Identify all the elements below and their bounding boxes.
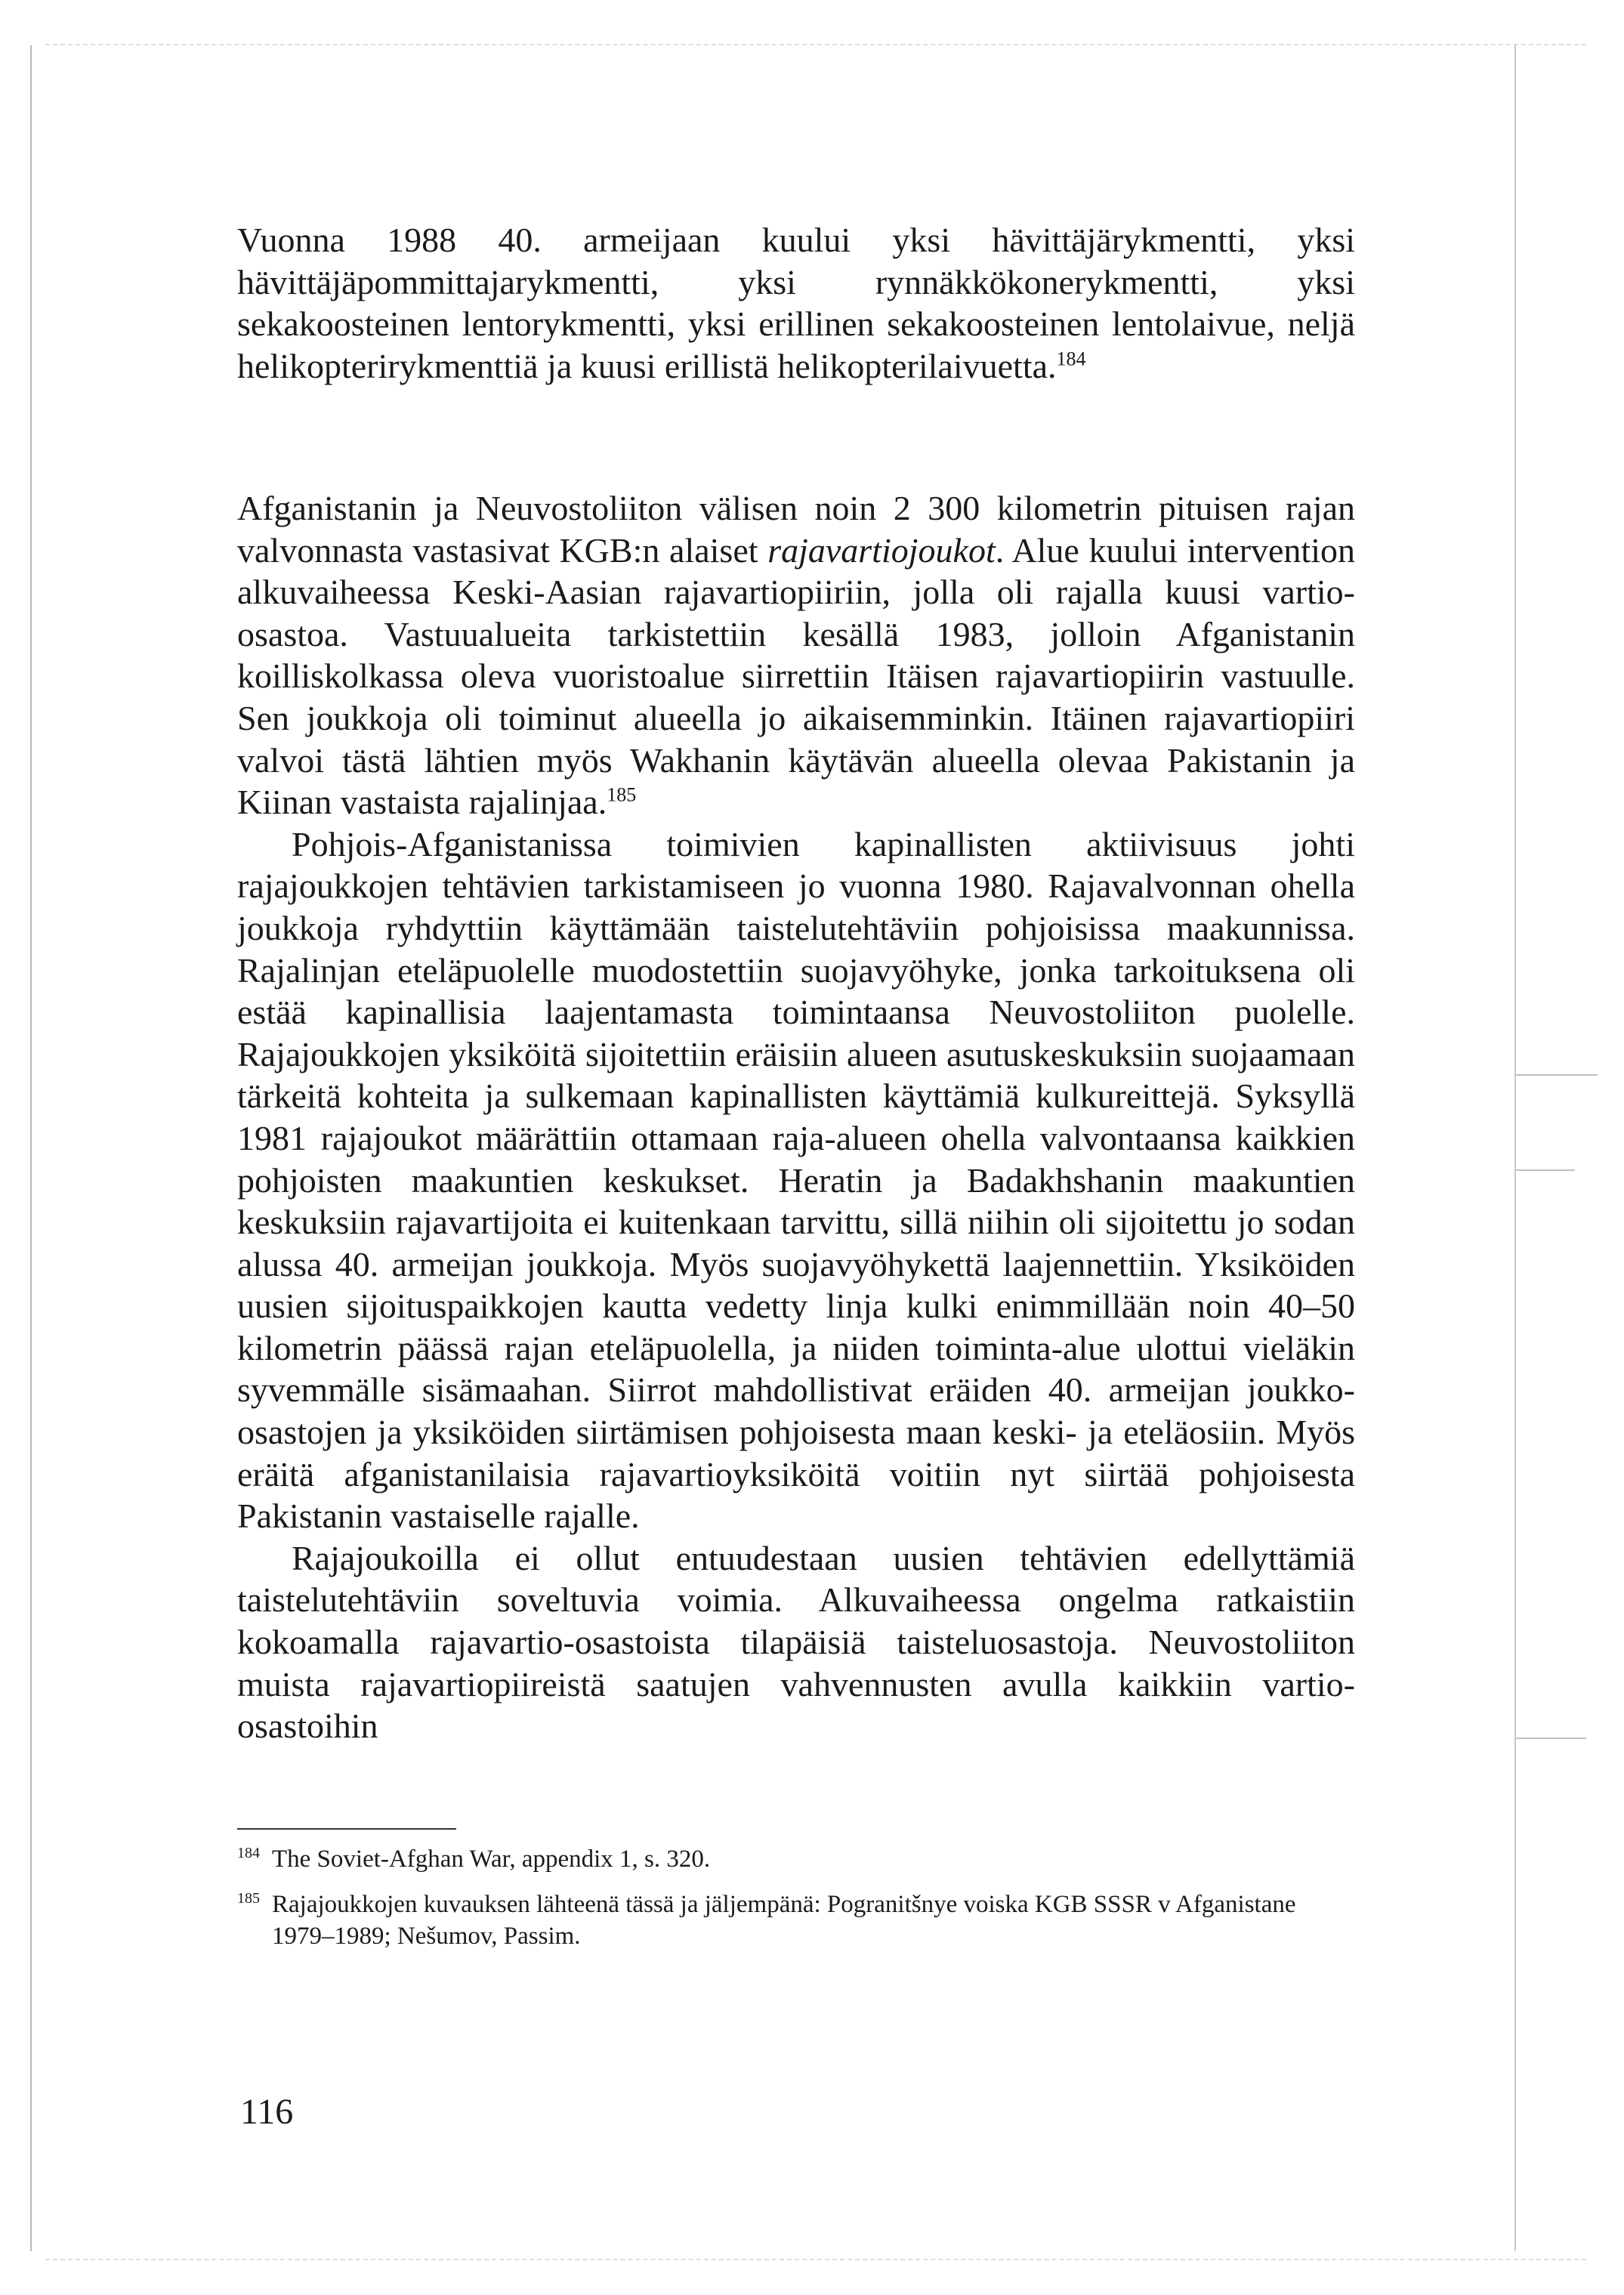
- scan-border-top: [45, 44, 1586, 45]
- paragraph-text: . Alue kuului intervention alkuvaiheessa Keski-Aasian rajavartiopiiriin, jolla oli rajalla kuusi vartio-osastoa. Vastuualueita tarkistettiin kesällä 1983, jolloin Afganistanin koilliskolkassa oleva vuoristoalue siirrettiin Itäisen rajavartiopiirin vastuulle. Sen joukkoja oli toiminut alueella jo aikaisemminkin. Itäinen rajavartiopiiri valvoi tästä lähtien myös Wakhanin käytävän alueella olevaa Pakistanin ja Kiinan vastaista rajalinjaa.: [237, 530, 1355, 822]
- footnote: $^{185}$ Rajajoukkojen kuvauksen lähteenä tässä ja jäljempänä: Pogranitšnye voiska KGB SSSR v Afganistane 1979–1989; Nešumov, Passim.: [237, 1890, 1296, 1950]
- body-section-2: [237, 487, 1355, 1747]
- paragraph-text: Afganistanin ja Neuvostoliiton välisen noin 2 300 kilometrin pituisen rajan valvonnasta vastasivat KGB:n alaiset: [237, 489, 1355, 570]
- scan-edge-right: [1514, 45, 1516, 2251]
- emphasized-term: rajavartiojoukot: [767, 530, 996, 570]
- scan-edge-left: [30, 45, 32, 2251]
- paragraph: [237, 487, 1355, 823]
- footnote-text: The Soviet-Afghan War, appendix 1, s. 320.: [272, 1846, 711, 1873]
- scan-artifact-mark: [1514, 1737, 1586, 1739]
- paragraph: Pohjois-Afganistanissa toimivien kapinallisten aktiivisuus johti rajajoukkojen tehtävien tarkistamiseen jo vuonna 1980. Rajavalvonnan ohella joukkoja ryhdyttiin käyttämään taistelutehtäviin pohjoisissa maakunnissa. Rajalinjan eteläpuolelle muodostettiin suojavyöhyke, jonka tarkoituksena oli estää kapinallisia laajentamasta toimintaansa Neuvostoliiton puolelle. Rajajoukkojen yksiköitä sijoitettiin eräisiin alueen asutuskeskuksiin suojaamaan tärkeitä kohteita ja sulkemaan kapinallisten käyttämiä kulkureittejä. Syksyllä 1981 rajajoukot määrättiin ottamaan raja-alueen ohella valvontaansa kaikkien pohjoisten maakuntien keskukset. Heratin ja Badakhshanin maakuntien keskuksiin rajavartijoita ei kuitenkaan tarvittu, sillä niihin oli sijoitettu jo sodan alussa 40. armeijan joukkoja. Myös suojavyöhykettä laajennettiin. Yksiköiden uusien sijoituspaikkojen kautta vedetty linja kulki enimmillään noin 40–50 kilometrin päässä rajan eteläpuolella, ja niiden toiminta-alue ulottui vieläkin syvemmälle sisämaahan. Siirrot mahdollistivat eräiden 40. armeijan joukko-osastojen ja yksiköiden siirtämisen pohjoisesta maan keski- ja eteläosiin. Myös eräitä afganistanilaisia rajavartioyksiköitä voitiin nyt siirtää pohjoisesta Pakistanin vastaiselle rajalle.: [237, 824, 1355, 1536]
- footnote-ref: 184: [1056, 347, 1086, 370]
- scan-artifact-mark: [1514, 1074, 1598, 1076]
- paragraph: Rajajoukoilla ei ollut entuudestaan uusien tehtävien edellyttämiä taistelutehtäviin soveltuvia voimia. Alkuvaiheessa ongelma ratkaistiin kokoamalla rajavartio-osastoista tilapäisiä taisteluosastoja. Neuvostoliiton muista rajavartiopiireistä saatujen vahvennusten avulla kaikkiin vartio-osastoihin: [237, 1538, 1355, 1746]
- footnote-ref: 185: [607, 783, 637, 806]
- footnote-text: Rajajoukkojen kuvauksen lähteenä tässä ja jäljempänä: Pogranitšnye voiska KGB SSSR v Afganistane 1979–1989; Nešumov, Passim.: [272, 1891, 1296, 1950]
- body-paragraph-1: [237, 219, 1355, 387]
- paragraph: [237, 219, 1355, 387]
- footnotes: [237, 1843, 1355, 1966]
- page-number: 116: [240, 2092, 294, 2132]
- footnote-separator: [237, 1828, 456, 1830]
- scan-artifact-mark: [1514, 1169, 1575, 1171]
- scan-border-bottom: [45, 2259, 1586, 2260]
- footnote: $^{184}$ The Soviet-Afghan War, appendix 1, s. 320.: [237, 1845, 711, 1873]
- paragraph-text: Vuonna 1988 40. armeijaan kuului yksi hävittäjärykmentti, yksi hävittäjäpommittajarykmentti, yksi rynnäkkökonerykmentti, yksi sekakoosteinen lentorykmentti, yksi erillinen sekakoosteinen lentolaivue, neljä helikopterirykmenttiä ja kuusi erillistä helikopterilaivuetta.: [237, 221, 1355, 385]
